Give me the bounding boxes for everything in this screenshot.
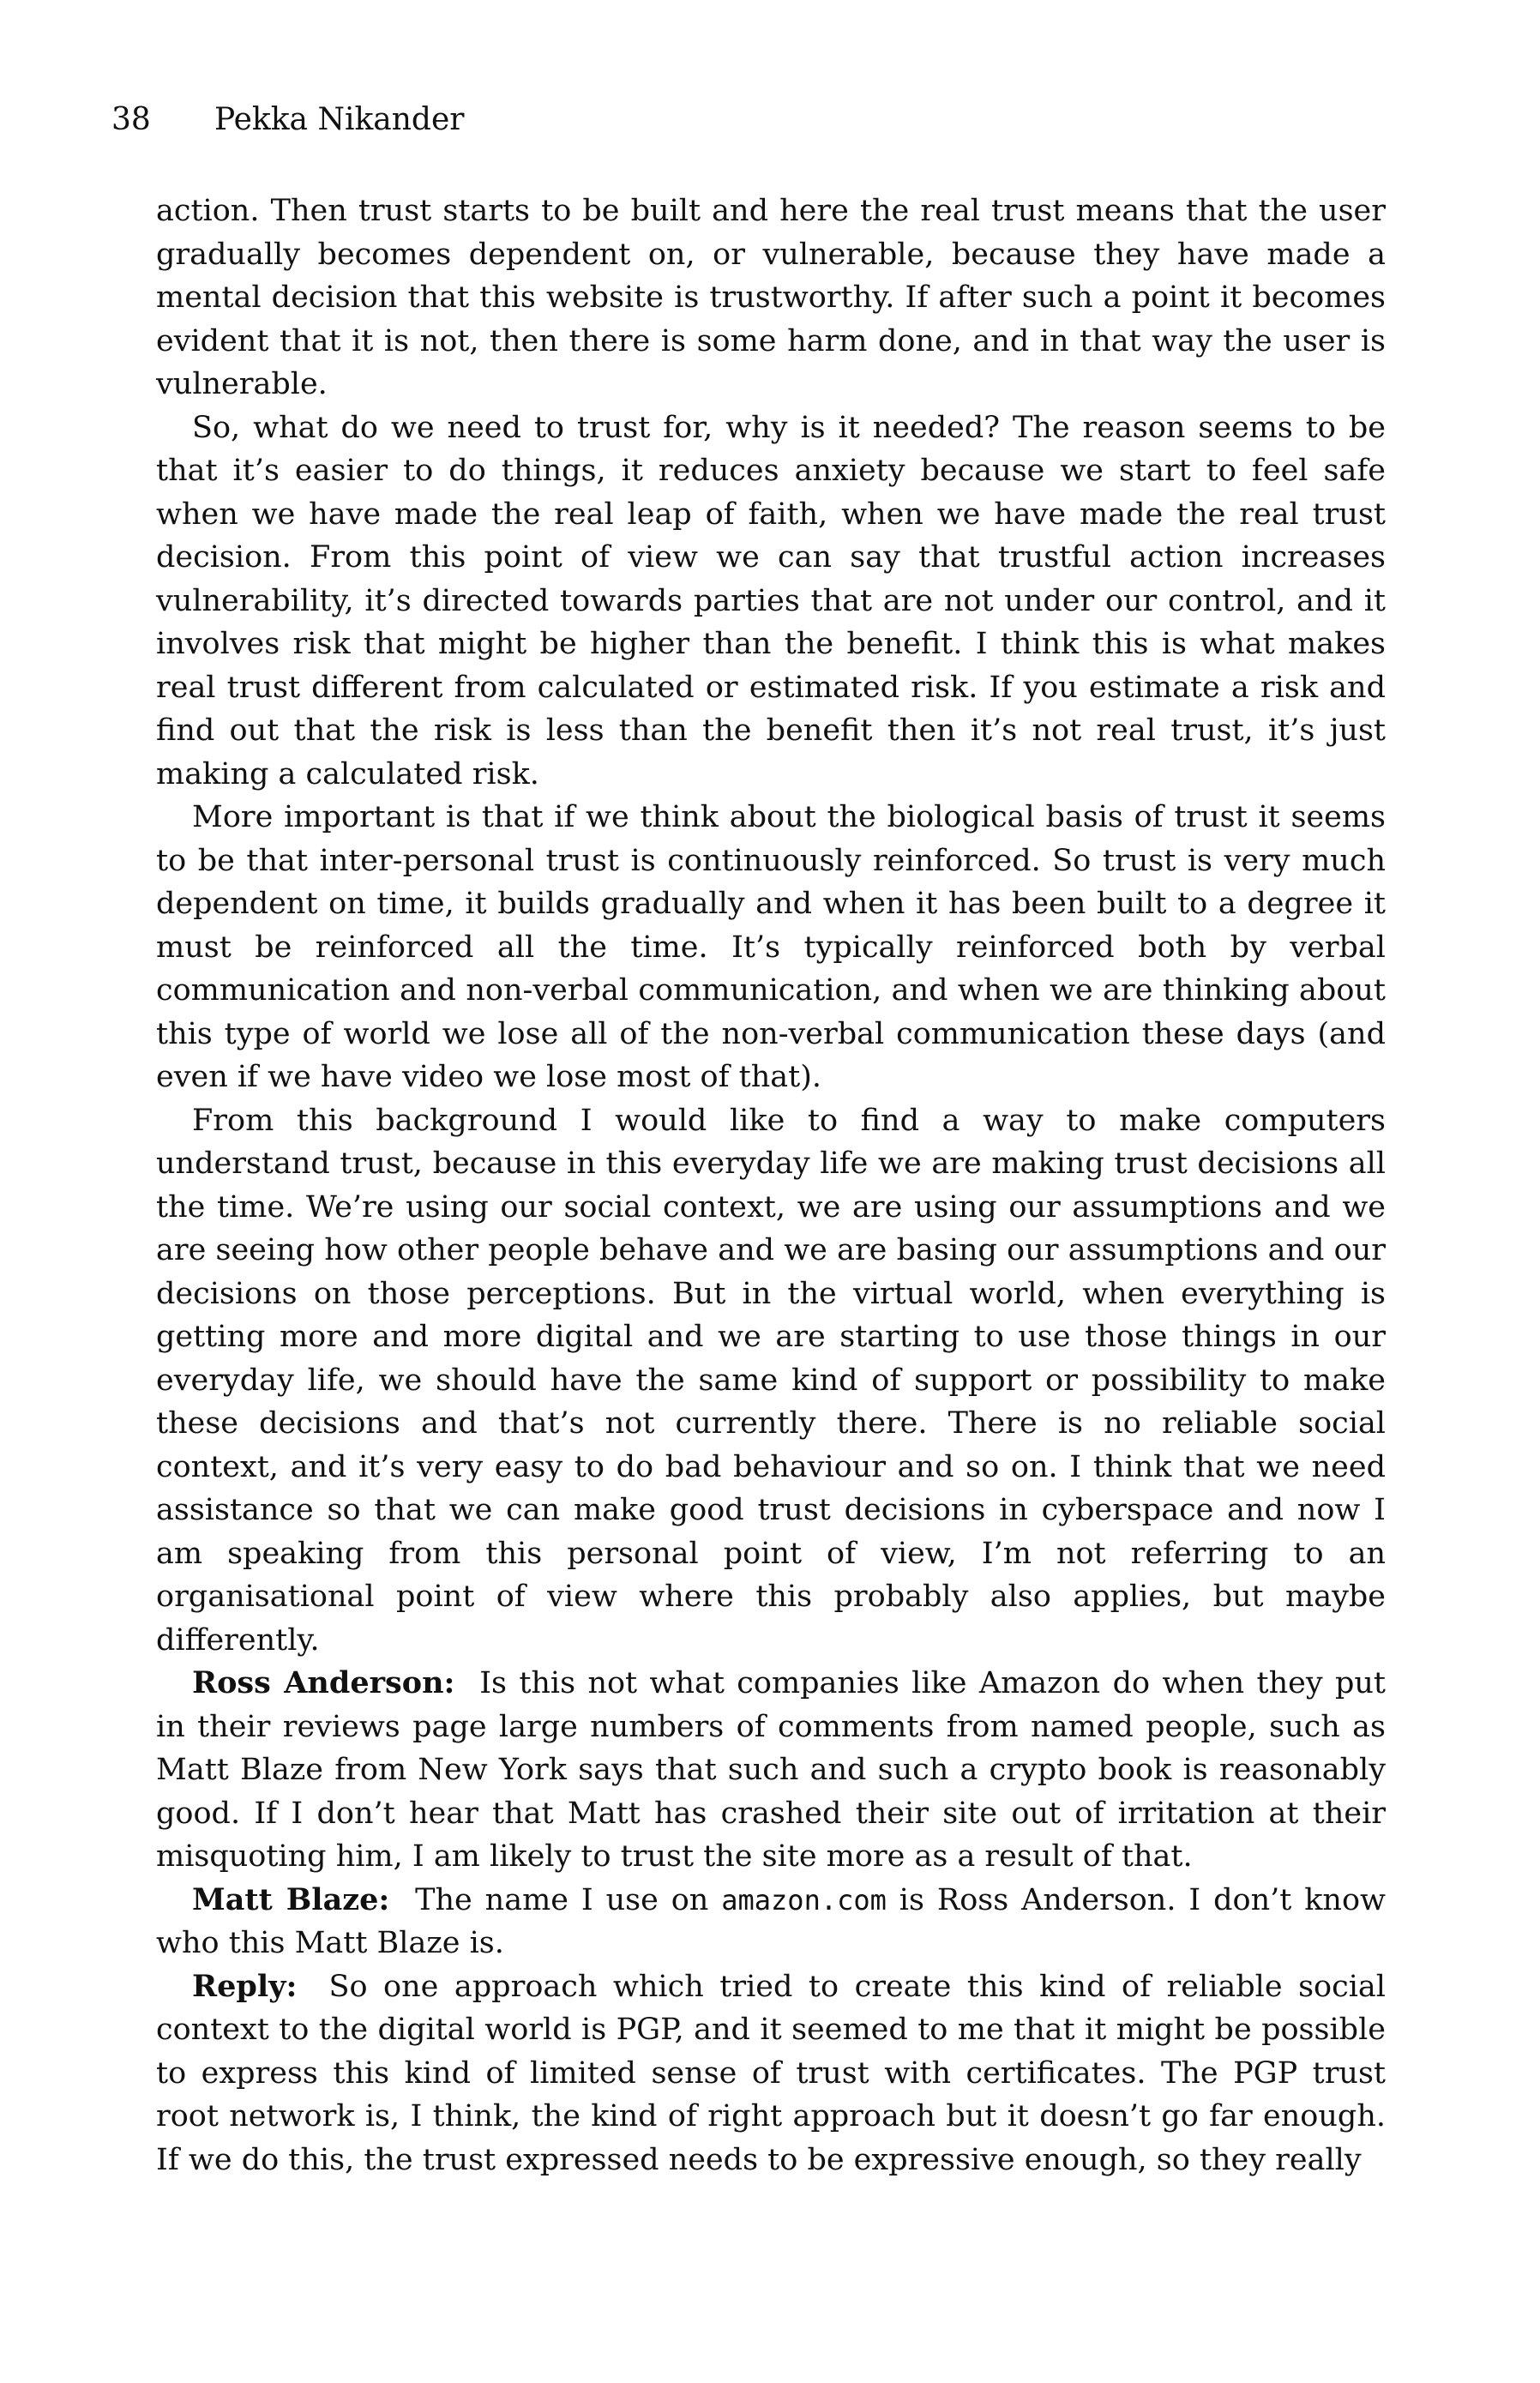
running-header-author: Pekka Nikander <box>214 102 465 137</box>
speaker-name: Reply: <box>192 1968 298 2004</box>
body-text <box>156 190 1386 2181</box>
dialogue-turn-matt-blaze <box>156 1879 1386 1965</box>
inline-code-domain: amazon.com <box>721 1883 887 1917</box>
running-header <box>111 101 464 139</box>
dialogue-turn-ross-anderson <box>156 1662 1386 1879</box>
speaker-name: Ross Anderson: <box>192 1665 455 1700</box>
dialogue-turn-reply <box>156 1965 1386 2182</box>
paragraph: More important is that if we think about the biological basis of trust it seems to be that inter-personal trust is continuously reinforced. So trust is very much dependent on time, it builds gradually and when it has been built to a degree it must be reinforced all the time. It’s typically reinforced both by verbal communication and non-verbal communication, and when we are thinking about this type of world we lose all of the non-verbal communication these days (and even if we have video we lose most of that). <box>156 800 1386 1094</box>
dialogue-text: The name I use on <box>415 1882 709 1917</box>
paragraph-continuation: action. Then trust starts to be built and here the real trust means that the user gradually becomes dependent on, or vulnerable, because they have made a mental decision that this website is trustworthy. If after such a point it becomes evident that it is not, then there is some harm done, and in that way the user is vulnerable. <box>156 194 1386 401</box>
dialogue-text: So one approach which tried to create this kind of reliable social context to the digital world is PGP, and it seemed to me that it might be possible to express this kind of limited sense of trust with certificates. The PGP trust root network is, I think, the kind of right approach but it doesn’t go far enough. If we do this, the trust expressed needs to be expressive enough, so they really <box>156 1969 1386 2177</box>
speaker-name: Matt Blaze: <box>192 1881 390 1917</box>
dialogue-text: Is this not what companies like Amazon do when they put in their reviews page large numbers of comments from named people, such as Matt Blaze from New York says that such and such a crypto book is reasonably good. If I don’t hear that Matt has crashed their site out of irritation at their misquoting him, I am likely to trust the site more as a result of that. <box>156 1666 1386 1874</box>
paragraph: From this background I would like to find a way to make computers understand trust, because in this everyday life we are making trust decisions all the time. We’re using our social context, we are using our assumptions and we are seeing how other people behave and we are basing our assumptions and our decisions on those perceptions. But in the virtual world, when everything is getting more and more digital and we are starting to use those things in our everyday life, we should have the same kind of support or possibility to make these decisions and that’s not currently there. There is no reliable social context, and it’s very easy to do bad behaviour and so on. I think that we need assistance so that we can make good trust decisions in cyberspace and now I am speaking from this personal point of view, I’m not referring to an organisational point of view where this probably also applies, but maybe differently. <box>156 1103 1386 1658</box>
dialogue-text: is Ross Anderson. I don’t know who this Matt Blaze is. <box>156 1882 1386 1960</box>
paragraph: So, what do we need to trust for, why is it needed? The reason seems to be that it’s easier to do things, it reduces anxiety because we start to feel safe when we have made the real leap of faith, when we have made the real trust decision. From this point of view we can say that trustful action increases vulnerability, it’s directed towards parties that are not under our control, and it involves risk that might be higher than the benefit. I think this is what makes real trust different from calculated or estimated risk. If you estimate a risk and find out that the risk is less than the benefit then it’s not real trust, it’s just making a calculated risk. <box>156 410 1386 791</box>
page-number: 38 <box>111 102 151 137</box>
